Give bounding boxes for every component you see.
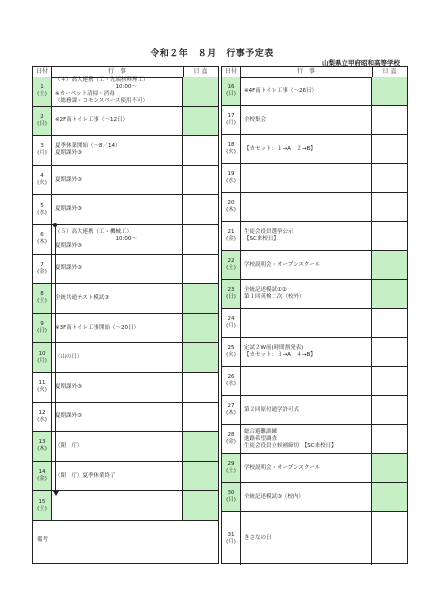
event-cell: [240, 483, 372, 511]
event-cell: [240, 280, 372, 308]
weekday: (火): [37, 180, 47, 187]
weekday: (月): [37, 150, 47, 157]
date-cell: [222, 396, 241, 424]
duty-cell: [183, 462, 218, 491]
duty-cell: [183, 107, 218, 136]
event-text: 学校説明会・オープンスクール: [244, 261, 321, 268]
schedule-row: [33, 373, 218, 403]
event-text: 【カセット：１→A ２→B】: [244, 145, 316, 152]
date-cell: [33, 107, 52, 136]
duty-cell: [183, 314, 218, 343]
date-cell: [33, 255, 52, 284]
day-number: 22: [227, 258, 235, 264]
event-cell: [51, 195, 183, 224]
day-number: 12: [38, 409, 46, 416]
date-cell: [222, 512, 241, 565]
date-cell: [222, 222, 241, 250]
page-title: 令和２年 ８月 行事予定表: [150, 49, 274, 59]
schedule-row: [222, 164, 407, 193]
arrow-line-left: [55, 225, 56, 493]
day-number: 27: [227, 403, 235, 409]
date-cell: [222, 483, 241, 511]
schedule-row: [222, 309, 407, 338]
schedule-row: [222, 367, 407, 396]
weekday: (水): [226, 381, 236, 387]
event-cell: [51, 403, 183, 432]
schedule-left: [32, 66, 219, 564]
event-cell: [240, 396, 372, 424]
event-text: 生徒会役員選挙公示 【SC来校日】: [244, 229, 294, 242]
day-number: 16: [227, 84, 235, 90]
day-number: 20: [227, 200, 235, 206]
event-cell: [51, 373, 183, 402]
event-text: （５）高大連携（工・機械工） 10:00～ 夏期課外③: [55, 228, 137, 249]
date-cell: [33, 166, 52, 195]
schedule-row: [33, 491, 218, 521]
event-text: 第２回原付通学許可式: [244, 406, 300, 413]
day-number: 6: [40, 232, 44, 239]
date-cell: [222, 454, 241, 482]
day-number: 3: [40, 143, 44, 150]
remarks-label: 備考: [37, 537, 49, 543]
duty-cell: [372, 106, 407, 134]
date-cell: [33, 491, 52, 520]
event-text: 夏期課外③: [55, 206, 82, 213]
date-cell: [222, 338, 241, 366]
event-cell: [51, 284, 183, 313]
duty-cell: [372, 425, 407, 453]
event-text: （４）高大連携（工・先端材料理工） 10:00～ ※カーペット清掃・消毒 （総務課・コモンスペース使用不可）: [55, 77, 149, 105]
header-duty: 日 直: [382, 68, 397, 75]
date-cell: [222, 251, 241, 279]
schedule-row: [33, 343, 218, 373]
duty-cell: [183, 343, 218, 372]
event-cell: [240, 106, 372, 134]
schedule-row: [33, 255, 218, 285]
event-cell: [240, 367, 372, 395]
school-name: 山梨県立甲府昭和高等学校: [322, 59, 400, 67]
weekday: (火): [226, 352, 236, 358]
day-number: 30: [227, 490, 235, 496]
weekday: (土): [226, 265, 236, 271]
duty-cell: [183, 195, 218, 224]
day-number: 19: [227, 171, 235, 177]
date-cell: [33, 195, 52, 224]
date-cell: [222, 164, 241, 192]
event-cell: [240, 222, 372, 250]
date-cell: [33, 225, 52, 254]
schedule-row: [222, 135, 407, 164]
schedule-row: [222, 106, 407, 135]
weekday: (金): [226, 236, 236, 242]
event-text: ※4F南トイレ工事（～26日）: [244, 87, 317, 94]
date-cell: [222, 280, 241, 308]
schedule-row: [222, 251, 407, 280]
event-text: （山の日）: [55, 354, 83, 361]
header-date: 日付: [33, 67, 52, 77]
weekday: (日): [37, 120, 47, 127]
event-text: 夏期課外③: [55, 383, 82, 390]
weekday: (木): [37, 446, 47, 453]
weekday: (日): [226, 497, 236, 503]
event-text: （閉 庁）: [55, 442, 83, 449]
event-text: 夏期課外③: [55, 176, 82, 183]
schedule-row: [222, 454, 407, 483]
event-cell: [51, 432, 183, 461]
weekday: (月): [226, 538, 236, 545]
schedule-row: [222, 425, 407, 454]
event-text: 夏季休業開始（～8／14） 夏期課外③: [55, 143, 121, 157]
event-cell: [51, 136, 183, 165]
duty-cell: [372, 251, 407, 279]
event-cell: [51, 107, 183, 136]
weekday: (金): [37, 476, 47, 483]
event-cell: [240, 164, 372, 192]
day-number: 31: [227, 531, 235, 538]
weekday: (土): [37, 505, 47, 512]
event-text: （閉 庁）夏季休業終了: [55, 472, 116, 479]
event-cell: [51, 255, 183, 284]
date-cell: [33, 284, 52, 313]
event-cell: [240, 454, 372, 482]
duty-cell: [183, 491, 218, 520]
weekday: (火): [226, 149, 236, 155]
weekday: (土): [37, 298, 47, 305]
duty-cell: [372, 396, 407, 424]
event-text: きさなの日: [244, 535, 272, 541]
weekday: (木): [226, 207, 236, 213]
duty-cell: [183, 432, 218, 461]
schedule-row: [33, 314, 218, 344]
schedule-row: [222, 222, 407, 251]
duty-cell: [372, 164, 407, 192]
day-number: 29: [227, 461, 235, 467]
weekday: (土): [226, 468, 236, 474]
event-cell: [51, 166, 183, 195]
event-text: 全統共通テスト模試③: [55, 294, 110, 301]
weekday: (木): [226, 410, 236, 416]
duty-cell: [183, 166, 218, 195]
duty-cell: [183, 136, 218, 165]
duty-cell: [183, 225, 218, 254]
schedule-row: [222, 280, 407, 309]
remarks-row: [33, 521, 218, 565]
weekday: (日): [226, 294, 236, 300]
date-cell: [33, 136, 52, 165]
weekday: (金): [226, 439, 236, 445]
day-number: 5: [40, 202, 44, 209]
day-number: 15: [38, 498, 46, 505]
event-cell: [51, 462, 183, 491]
date-cell: [222, 135, 241, 163]
day-number: 4: [40, 173, 44, 180]
date-cell: [33, 314, 52, 343]
duty-cell: [372, 454, 407, 482]
date-cell: [222, 309, 241, 337]
weekday: (水): [37, 416, 47, 423]
duty-cell: [372, 280, 407, 308]
duty-cell: [183, 403, 218, 432]
day-number: 28: [227, 432, 235, 438]
event-cell: [240, 512, 372, 565]
day-number: 25: [227, 345, 235, 351]
event-text: 定試２W前(時間割発表) 【カセット：３→A ４→B】: [244, 345, 316, 358]
date-cell: [33, 77, 52, 106]
day-number: 18: [227, 142, 235, 148]
event-cell: [240, 193, 372, 221]
day-number: 7: [40, 261, 44, 268]
event-cell: [240, 135, 372, 163]
event-cell: [240, 338, 372, 366]
date-cell: [222, 367, 241, 395]
date-cell: [222, 193, 241, 221]
schedule-row: [222, 338, 407, 367]
header-event: 行 事: [240, 67, 373, 77]
date-cell: [222, 425, 241, 453]
duty-cell: [183, 284, 218, 313]
weekday: (月): [37, 357, 47, 364]
schedule-sheet: [32, 66, 402, 564]
day-number: 1: [40, 84, 44, 91]
schedule-row: [33, 195, 218, 225]
event-text: 総合避難訓練 進路希望調査 生徒会役員立候補締切 【SC来校日】: [244, 428, 337, 449]
schedule-row: [222, 512, 407, 565]
duty-cell: [372, 309, 407, 337]
weekday: (火): [37, 387, 47, 394]
day-number: 21: [227, 229, 235, 235]
schedule-row: [33, 284, 218, 314]
weekday: (日): [37, 328, 47, 335]
date-cell: [33, 403, 52, 432]
weekday: (水): [37, 209, 47, 216]
event-text: 夏期課外③: [55, 265, 82, 272]
schedule-row: [222, 483, 407, 512]
day-number: 9: [40, 321, 44, 328]
date-cell: [222, 106, 241, 134]
header-duty: 日 直: [193, 68, 208, 75]
schedule-row: [33, 432, 218, 462]
weekday: (木): [37, 239, 47, 246]
event-text: 全統記述模試①② 第１回英検二次（校外）: [244, 287, 305, 300]
date-cell: [222, 77, 241, 105]
duty-cell: [372, 193, 407, 221]
duty-cell: [372, 77, 407, 105]
day-number: 11: [38, 380, 46, 387]
date-cell: [33, 373, 52, 402]
day-number: 26: [227, 374, 235, 380]
day-number: 8: [40, 291, 44, 298]
day-number: 13: [38, 439, 46, 446]
event-text: 全統記述模試③（校内）: [244, 493, 304, 500]
duty-cell: [183, 255, 218, 284]
schedule-right: [221, 66, 408, 564]
header-date: 日付: [222, 67, 241, 77]
day-number: 14: [38, 469, 46, 476]
duty-cell: [183, 373, 218, 402]
event-cell: [51, 343, 183, 372]
event-cell: [240, 77, 372, 105]
duty-cell: [372, 483, 407, 511]
schedule-row: [33, 225, 218, 255]
event-cell: [240, 251, 372, 279]
event-text: 学校説明会・オープンスクール: [244, 464, 321, 471]
schedule-row: [33, 403, 218, 433]
day-number: 10: [38, 350, 46, 357]
day-number: 17: [227, 113, 235, 119]
weekday: (金): [37, 268, 47, 275]
event-text: 夏期課外③: [55, 413, 82, 420]
event-text: ※3F南トイレ工事開始（～20日）: [55, 324, 139, 331]
schedule-row: [33, 107, 218, 137]
schedule-row: [33, 166, 218, 196]
date-cell: [33, 432, 52, 461]
schedule-row: [222, 396, 407, 425]
event-cell: [51, 225, 183, 254]
date-cell: [33, 343, 52, 372]
weekday: (月): [226, 120, 236, 126]
weekday: (月): [226, 323, 236, 329]
duty-cell: [183, 77, 218, 106]
duty-cell: [372, 512, 407, 565]
event-cell: [51, 491, 183, 520]
header-event: 行 事: [51, 67, 184, 77]
weekday: (日): [226, 91, 236, 97]
duty-cell: [372, 222, 407, 250]
event-cell: [51, 77, 183, 106]
schedule-row: [222, 77, 407, 106]
day-number: 23: [227, 287, 235, 293]
schedule-row: [222, 193, 407, 222]
event-cell: [240, 309, 372, 337]
weekday: (水): [226, 178, 236, 184]
event-text: 全校集会: [244, 116, 267, 123]
event-cell: [240, 425, 372, 453]
duty-cell: [372, 338, 407, 366]
schedule-row: [33, 136, 218, 166]
date-cell: [33, 462, 52, 491]
duty-cell: [372, 367, 407, 395]
arrow-down-icon: [53, 491, 59, 496]
day-number: 24: [227, 316, 235, 322]
weekday: (土): [37, 91, 47, 98]
event-text: ※2F南トイレ工事（～12日）: [55, 117, 128, 124]
event-cell: [51, 314, 183, 343]
day-number: 2: [40, 113, 44, 120]
schedule-row: [33, 77, 218, 107]
duty-cell: [372, 135, 407, 163]
schedule-row: [33, 462, 218, 492]
